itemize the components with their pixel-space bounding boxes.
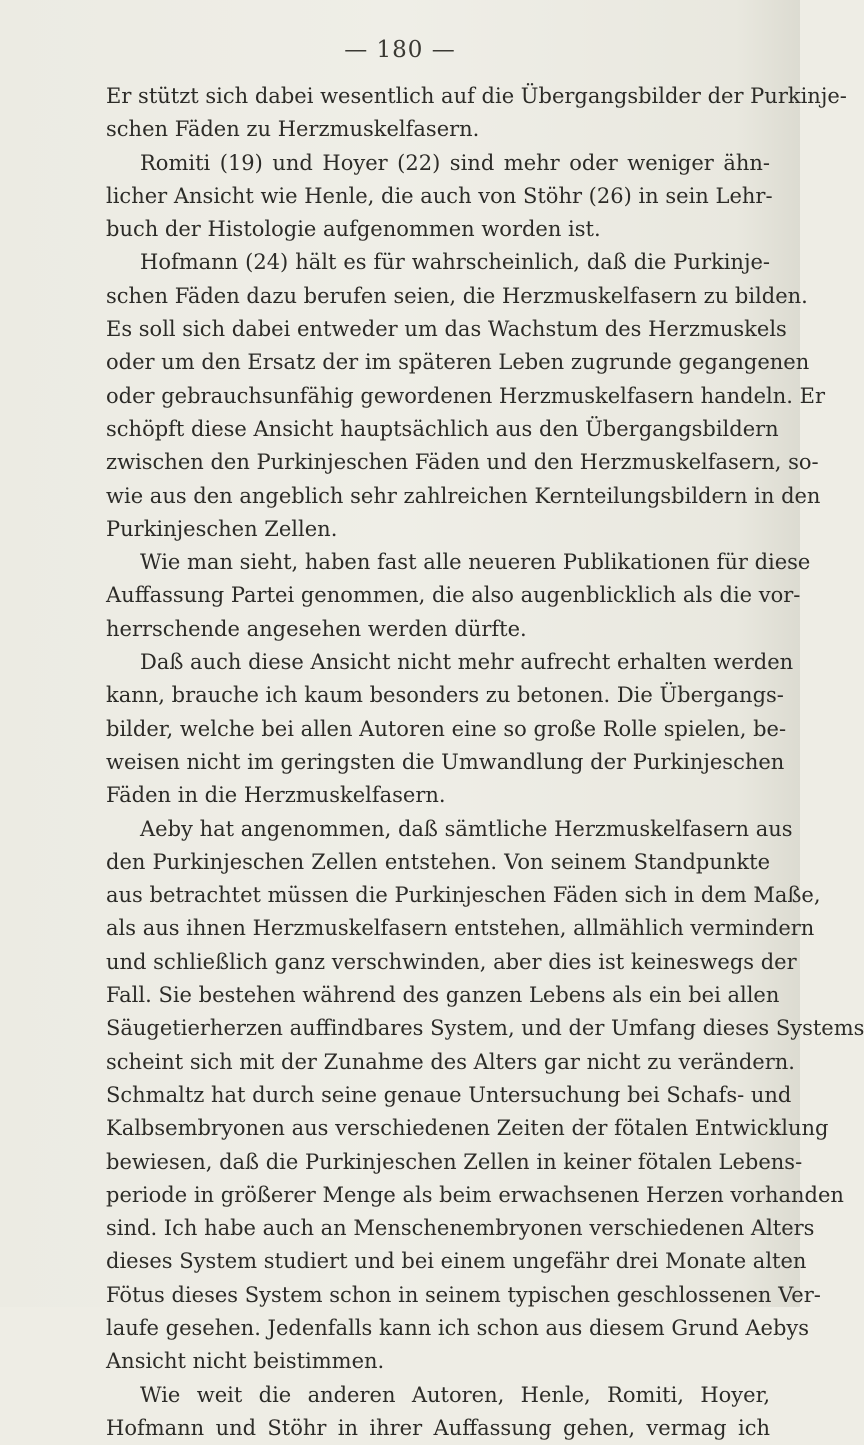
text-line: periode in größerer Menge als beim erwachsenen Herzen vorhanden: [106, 1182, 844, 1207]
text-line: Kalbsembryonen aus verschiedenen Zeiten der fötalen Entwicklung: [106, 1116, 829, 1141]
text-line: kann, brauche ich kaum besonders zu betonen. Die Übergangs-: [106, 683, 784, 708]
text-line: Schmaltz hat durch seine genaue Untersuchung bei Schafs- und: [106, 1082, 792, 1107]
text-line: Hofmann (24) hält es für wahrscheinlich, daß die Purkinje-: [140, 250, 770, 275]
text-line: und schließlich ganz verschwinden, aber dies ist keineswegs der: [106, 949, 797, 974]
text-line: weisen nicht im geringsten die Umwandlung der Purkinjeschen: [106, 749, 785, 774]
text-line: wie aus den angeblich sehr zahlreichen Kernteilungsbildern in den: [106, 483, 821, 508]
text-line: buch der Histologie aufgenommen worden ist.: [106, 217, 601, 242]
body-text: [106, 80, 864, 1445]
text-line: Auffassung Partei genommen, die also augenblicklich als die vor-: [106, 583, 801, 608]
text-line: schen Fäden dazu berufen seien, die Herzmuskelfasern zu bilden.: [106, 283, 808, 308]
text-line: Säugetierherzen auffindbares System, und der Umfang dieses Systems: [106, 1016, 864, 1041]
text-line: Wie man sieht, haben fast alle neueren Publikationen für diese: [140, 550, 811, 575]
text-line: den Purkinjeschen Zellen entstehen. Von seinem Standpunkte: [106, 849, 770, 874]
text-line: Fäden in die Herzmuskelfasern.: [106, 783, 446, 808]
text-line: Ansicht nicht beistimmen.: [106, 1349, 385, 1374]
text-line: scheint sich mit der Zunahme des Alters gar nicht zu verändern.: [106, 1049, 795, 1074]
text-line: licher Ansicht wie Henle, die auch von Stöhr (26) in sein Lehr-: [106, 183, 773, 208]
text-line: dieses System studiert und bei einem ungefähr drei Monate alten: [106, 1249, 807, 1274]
text-line: Es soll sich dabei entweder um das Wachstum des Herzmuskels: [106, 317, 787, 342]
text-line: schen Fäden zu Herzmuskelfasern.: [106, 117, 480, 142]
text-line: Fötus dieses System schon in seinem typischen geschlossenen Ver-: [106, 1282, 821, 1307]
text-line: bilder, welche bei allen Autoren eine so große Rolle spielen, be-: [106, 716, 787, 741]
text-line: herrschende angesehen werden dürfte.: [106, 616, 527, 641]
text-line: Purkinjeschen Zellen.: [106, 516, 338, 541]
text-line: oder gebrauchsunfähig gewordenen Herzmuskelfasern handeln. Er: [106, 383, 826, 408]
text-line: aus betrachtet müssen die Purkinjeschen Fäden sich in dem Maße,: [106, 883, 821, 908]
text-line: zwischen den Purkinjeschen Fäden und den Herzmuskelfasern, so-: [106, 450, 819, 475]
page-number: — 180 —: [344, 37, 456, 63]
text-line: Romiti (19) und Hoyer (22) sind mehr oder weniger ähn-: [140, 150, 770, 175]
text-line: Aeby hat angenommen, daß sämtliche Herzmuskelfasern aus: [140, 816, 793, 841]
text-line: laufe gesehen. Jedenfalls kann ich schon aus diesem Grund Aebys: [106, 1315, 810, 1340]
text-line: oder um den Ersatz der im späteren Leben zugrunde gegangenen: [106, 350, 810, 375]
text-line: Wie weit die anderen Autoren, Henle, Romiti, Hoyer,: [140, 1382, 770, 1407]
text-line: Fall. Sie bestehen während des ganzen Lebens als ein bei allen: [106, 983, 780, 1008]
text-line: Hofmann und Stöhr in ihrer Auffassung gehen, vermag ich: [106, 1415, 770, 1440]
text-line: als aus ihnen Herzmuskelfasern entstehen, allmählich vermindern: [106, 916, 815, 941]
text-line: sind. Ich habe auch an Menschenembryonen verschiedenen Alters: [106, 1216, 815, 1241]
text-line: Daß auch diese Ansicht nicht mehr aufrecht erhalten werden: [140, 650, 794, 675]
text-line: bewiesen, daß die Purkinjeschen Zellen in keiner fötalen Lebens-: [106, 1149, 803, 1174]
text-line: schöpft diese Ansicht hauptsächlich aus den Übergangsbildern: [106, 416, 779, 441]
text-line: Er stützt sich dabei wesentlich auf die Übergangsbilder der Purkinje-: [106, 84, 847, 108]
